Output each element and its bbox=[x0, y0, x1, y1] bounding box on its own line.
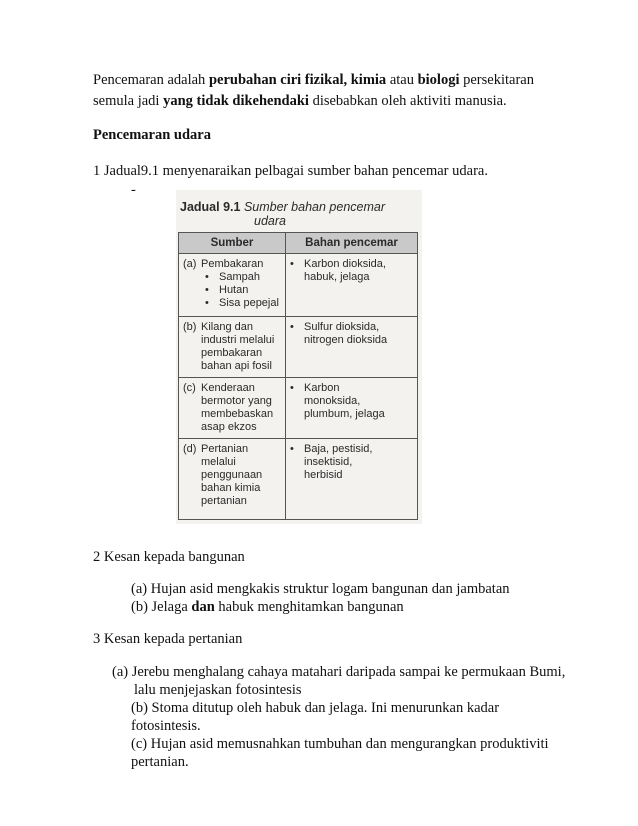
intro-text: semula jadi bbox=[93, 93, 164, 109]
source-text: bahan api fosil bbox=[201, 360, 272, 372]
pollutant-text: Baja, pestisid, bbox=[304, 443, 373, 455]
intro-bold-term: biologi bbox=[417, 72, 460, 88]
pollutant-cell: • Karbon monoksida, plumbum, jelaga bbox=[286, 378, 418, 439]
source-subitem: Hutan bbox=[219, 284, 249, 296]
item-3c-line-1: (c) Hujan asid memusnahkan tumbuhan dan mengurangkan produktiviti bbox=[131, 736, 549, 752]
section-heading: Pencemaran udara bbox=[93, 127, 211, 143]
intro-text: disebabkan oleh aktiviti manusia. bbox=[308, 93, 507, 109]
item-2a: (a) Hujan asid mengkakis struktur logam bangunan dan jambatan bbox=[131, 581, 510, 597]
source-text: melalui bbox=[201, 456, 236, 468]
pollutant-text: Karbon bbox=[304, 382, 340, 394]
pollutant-text: habuk, jelaga bbox=[304, 271, 370, 283]
intro-text: persekitaran bbox=[459, 72, 534, 88]
source-text: Pertanian bbox=[201, 443, 249, 455]
source-text: industri melalui bbox=[201, 334, 275, 346]
source-text: pembakaran bbox=[201, 347, 263, 359]
table-row bbox=[179, 378, 418, 439]
pollutant-text: herbisid bbox=[304, 469, 343, 481]
table-caption bbox=[180, 200, 385, 214]
pollutant-text: plumbum, jelaga bbox=[304, 408, 385, 420]
intro-text: Pencemaran adalah bbox=[93, 72, 209, 88]
item-2: 2 Kesan kepada bangunan bbox=[93, 549, 245, 565]
intro-line-2 bbox=[93, 92, 507, 110]
source-text: membebaskan bbox=[201, 408, 274, 420]
source-text: asap ekzos bbox=[201, 421, 257, 433]
table-row bbox=[179, 254, 418, 317]
item-2b-text: (b) Jelaga bbox=[131, 599, 192, 615]
pollutant-text: insektisid, bbox=[304, 456, 353, 468]
item-3a-line-1: (a) Jerebu menghalang cahaya matahari daripada sampai ke permukaan Bumi, bbox=[112, 664, 566, 680]
row-label: (b) bbox=[183, 321, 197, 333]
item-3a-line-2: lalu menjejaskan fotosintesis bbox=[134, 682, 302, 698]
pollutant-cell: • Baja, pestisid, insektisid, herbisid bbox=[286, 439, 418, 520]
row-label: (a) bbox=[183, 258, 197, 270]
item-1: 1 Jadual9.1 menyenaraikan pelbagai sumber bahan pencemar udara. bbox=[93, 163, 488, 179]
row-label: (c) bbox=[183, 382, 196, 394]
table-row bbox=[179, 439, 418, 520]
source-subitem: Sampah bbox=[219, 271, 260, 283]
pollutant-text: nitrogen dioksida bbox=[304, 334, 388, 346]
table-caption-text: Sumber bahan pencemar bbox=[243, 200, 385, 214]
source-cell bbox=[179, 317, 286, 378]
dash-marker: - bbox=[131, 182, 136, 198]
table-row bbox=[179, 317, 418, 378]
table-header-row bbox=[179, 233, 418, 254]
pollutant-text: monoksida, bbox=[304, 395, 361, 407]
pollutant-text: Karbon dioksida, bbox=[304, 258, 386, 270]
row-label: (d) bbox=[183, 443, 197, 455]
item-2b bbox=[131, 598, 404, 616]
source-text: Pembakaran bbox=[201, 258, 264, 270]
table-caption-text: udara bbox=[254, 214, 286, 228]
source-cell: (a) Pembakaran • Sampah • Hutan • Sisa pepejal bbox=[179, 254, 286, 317]
item-2b-bold: dan bbox=[191, 599, 215, 615]
pollutant-cell: • Karbon dioksida, habuk, jelaga bbox=[286, 254, 418, 317]
source-subitem: Sisa pepejal bbox=[219, 297, 279, 309]
intro-bold-term: perubahan ciri fizikal, kimia bbox=[208, 72, 387, 88]
source-text: bahan kimia bbox=[201, 482, 261, 494]
source-text: Kenderaan bbox=[201, 382, 255, 394]
pollutant-table bbox=[178, 232, 418, 520]
pollutant-cell: • Sulfur dioksida, nitrogen dioksida bbox=[286, 317, 418, 378]
source-cell bbox=[179, 378, 286, 439]
intro-text: atau bbox=[386, 72, 418, 88]
item-3b-line-1: (b) Stoma ditutup oleh habuk dan jelaga. Ini menurunkan kadar bbox=[131, 700, 500, 716]
column-header: Bahan pencemar bbox=[286, 233, 418, 254]
intro-bold-term: yang tidak dikehendaki bbox=[163, 93, 309, 109]
source-text: penggunaan bbox=[201, 469, 263, 481]
item-2b-text: habuk menghitamkan bangunan bbox=[214, 599, 404, 615]
source-text: bermotor yang bbox=[201, 395, 272, 407]
source-text: pertanian bbox=[201, 495, 247, 507]
intro-line-1 bbox=[93, 71, 534, 89]
item-3: 3 Kesan kepada pertanian bbox=[93, 631, 243, 647]
source-text: Kilang dan bbox=[201, 321, 253, 333]
item-3c-line-2: pertanian. bbox=[131, 754, 189, 770]
table-image bbox=[176, 190, 422, 524]
source-cell bbox=[179, 439, 286, 520]
item-3b-line-2: fotosintesis. bbox=[131, 718, 201, 734]
table-number: Jadual 9.1 bbox=[180, 200, 241, 214]
column-header: Sumber bbox=[179, 233, 286, 254]
pollutant-text: Sulfur dioksida, bbox=[304, 321, 380, 333]
